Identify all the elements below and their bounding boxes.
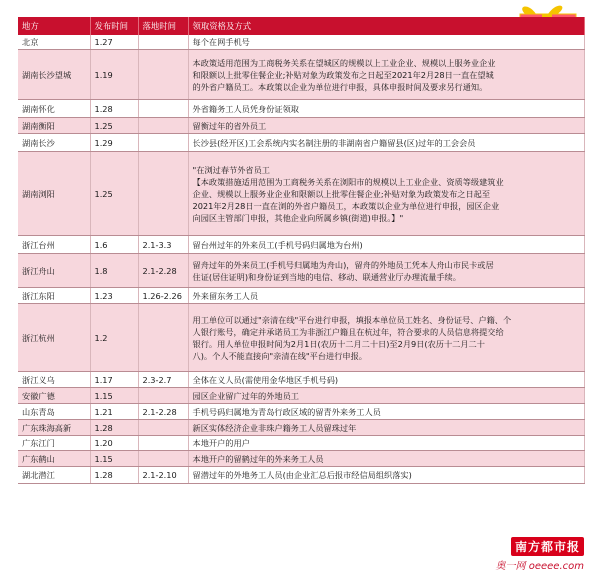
table-row bbox=[18, 152, 584, 236]
region-cell: 山东青岛 bbox=[18, 404, 90, 420]
header-effective: 落地时间 bbox=[138, 17, 188, 35]
published-cell: 1.25 bbox=[90, 118, 138, 134]
published-cell: 1.6 bbox=[90, 236, 138, 254]
published-cell: 1.28 bbox=[90, 100, 138, 118]
region-cell: 北京 bbox=[18, 35, 90, 50]
detail-cell: 全体在义人员(需使用金华地区手机号码) bbox=[188, 372, 584, 388]
region-cell: 湖北潜江 bbox=[18, 467, 90, 484]
effective-cell bbox=[138, 451, 188, 467]
effective-cell bbox=[138, 436, 188, 451]
table-row bbox=[18, 304, 584, 372]
effective-cell: 1.26-2.26 bbox=[138, 288, 188, 304]
effective-cell bbox=[138, 134, 188, 152]
published-cell: 1.27 bbox=[90, 35, 138, 50]
detail-cell: 外来留东务工人员 bbox=[188, 288, 584, 304]
table-row bbox=[18, 420, 584, 436]
published-cell: 1.17 bbox=[90, 372, 138, 388]
detail-cell: 本政策适用范围为工商税务关系在望城区的规模以上工业企业、规模以上服务业企业 和限额以上批零住餐企业;补贴对象为政策发布之日起至2021年2月28日一直在望城 的外省户籍员工。本政策以企业为单位进行申报，具体申报时间及要求另行通知。 bbox=[188, 50, 584, 100]
published-cell: 1.15 bbox=[90, 451, 138, 467]
region-cell: 湖南衡阳 bbox=[18, 118, 90, 134]
region-cell: 湖南长沙 bbox=[18, 134, 90, 152]
published-cell: 1.20 bbox=[90, 436, 138, 451]
detail-cell: 留台州过年的外来员工(手机号码归属地为台州) bbox=[188, 236, 584, 254]
published-cell: 1.21 bbox=[90, 404, 138, 420]
region-cell: 浙江舟山 bbox=[18, 254, 90, 288]
table-header-row bbox=[18, 17, 584, 35]
region-cell: 浙江东阳 bbox=[18, 288, 90, 304]
region-cell: 广东珠海高新 bbox=[18, 420, 90, 436]
site-watermark: 奥一网 oeeee.com bbox=[495, 561, 584, 572]
effective-cell bbox=[138, 35, 188, 50]
table-row bbox=[18, 50, 584, 100]
policy-table bbox=[18, 17, 585, 484]
published-cell: 1.8 bbox=[90, 254, 138, 288]
detail-cell: 留舟过年的外来员工(手机号归属地为舟山)，留舟的外地员工凭本人舟山市民卡或居 住证(居住证明)和身份证到当地的电信、移动、联通营业厅办理流量手续。 bbox=[188, 254, 584, 288]
detail-cell: 外省籍务工人员凭身份证领取 bbox=[188, 100, 584, 118]
header-published: 发布时间 bbox=[90, 17, 138, 35]
effective-cell: 2.1-3.3 bbox=[138, 236, 188, 254]
table-row bbox=[18, 467, 584, 484]
header-detail: 领取资格及方式 bbox=[188, 17, 584, 35]
table-row bbox=[18, 404, 584, 420]
effective-cell: 2.1-2.10 bbox=[138, 467, 188, 484]
table-row bbox=[18, 236, 584, 254]
table-row bbox=[18, 254, 584, 288]
table-row bbox=[18, 100, 584, 118]
region-cell: 湖南长沙望城 bbox=[18, 50, 90, 100]
table-row bbox=[18, 35, 584, 50]
table-row bbox=[18, 118, 584, 134]
table-row bbox=[18, 451, 584, 467]
region-cell: 安徽广德 bbox=[18, 388, 90, 404]
published-cell: 1.15 bbox=[90, 388, 138, 404]
table-row bbox=[18, 372, 584, 388]
detail-cell: 用工单位可以通过"亲清在线"平台进行申报，填报本单位员工姓名、身份证号、户籍、个 人银行账号，确定并承诺员工为非浙江户籍且在杭过年，符合要求的人员信息将提交给 银行。用人单位申报时间为2月1日(农历十二月二十日)至2月9日(农历十二月二十 八)。个人不能直接向"亲清在线"平台进行申报。 bbox=[188, 304, 584, 372]
effective-cell bbox=[138, 304, 188, 372]
table-row bbox=[18, 134, 584, 152]
region-cell: 湖南怀化 bbox=[18, 100, 90, 118]
table-row bbox=[18, 436, 584, 451]
detail-cell: 园区企业留广过年的外地员工 bbox=[188, 388, 584, 404]
region-cell: 浙江义乌 bbox=[18, 372, 90, 388]
newspaper-logo: 南方都市报 bbox=[511, 537, 584, 556]
effective-cell bbox=[138, 388, 188, 404]
published-cell: 1.2 bbox=[90, 304, 138, 372]
published-cell: 1.28 bbox=[90, 420, 138, 436]
region-cell: 浙江台州 bbox=[18, 236, 90, 254]
effective-cell bbox=[138, 50, 188, 100]
region-cell: 广东江门 bbox=[18, 436, 90, 451]
detail-cell: "在浏过春节外省员工 【本政策措施适用范围为工商税务关系在浏阳市的规模以上工业企业、资质等级建筑业 企业、规模以上服务业企业和限额以上批零住餐企业;补贴对象为政策发布之日起至 2021年2月28日一直在浏的外省户籍员工，本政策以企业为单位进行申报，园区企业 向园区主管部门申报，其他企业向所属乡镇(街道)申报。】" bbox=[188, 152, 584, 236]
effective-cell bbox=[138, 100, 188, 118]
detail-cell: 长沙县(经开区)工会系统内实名制注册的非湖南省户籍留县(区)过年的工会会员 bbox=[188, 134, 584, 152]
region-cell: 广东鹤山 bbox=[18, 451, 90, 467]
published-cell: 1.25 bbox=[90, 152, 138, 236]
table-row bbox=[18, 388, 584, 404]
effective-cell: 2.3-2.7 bbox=[138, 372, 188, 388]
effective-cell bbox=[138, 118, 188, 134]
header-region: 地方 bbox=[18, 17, 90, 35]
published-cell: 1.19 bbox=[90, 50, 138, 100]
effective-cell bbox=[138, 152, 188, 236]
table-row bbox=[18, 288, 584, 304]
detail-cell: 手机号码归属地为青岛行政区域的留青外来务工人员 bbox=[188, 404, 584, 420]
effective-cell bbox=[138, 420, 188, 436]
detail-cell: 留潜过年的外地务工人员(由企业汇总后报市经信局组织落实) bbox=[188, 467, 584, 484]
region-cell: 湖南浏阳 bbox=[18, 152, 90, 236]
published-cell: 1.29 bbox=[90, 134, 138, 152]
published-cell: 1.28 bbox=[90, 467, 138, 484]
detail-cell: 新区实体经济企业非珠户籍务工人员留珠过年 bbox=[188, 420, 584, 436]
detail-cell: 本地开户的用户 bbox=[188, 436, 584, 451]
detail-cell: 每个在网手机号 bbox=[188, 35, 584, 50]
detail-cell: 本地开户的留鹤过年的外来务工人员 bbox=[188, 451, 584, 467]
effective-cell: 2.1-2.28 bbox=[138, 404, 188, 420]
published-cell: 1.23 bbox=[90, 288, 138, 304]
region-cell: 浙江杭州 bbox=[18, 304, 90, 372]
detail-cell: 留衡过年的省外员工 bbox=[188, 118, 584, 134]
effective-cell: 2.1-2.28 bbox=[138, 254, 188, 288]
